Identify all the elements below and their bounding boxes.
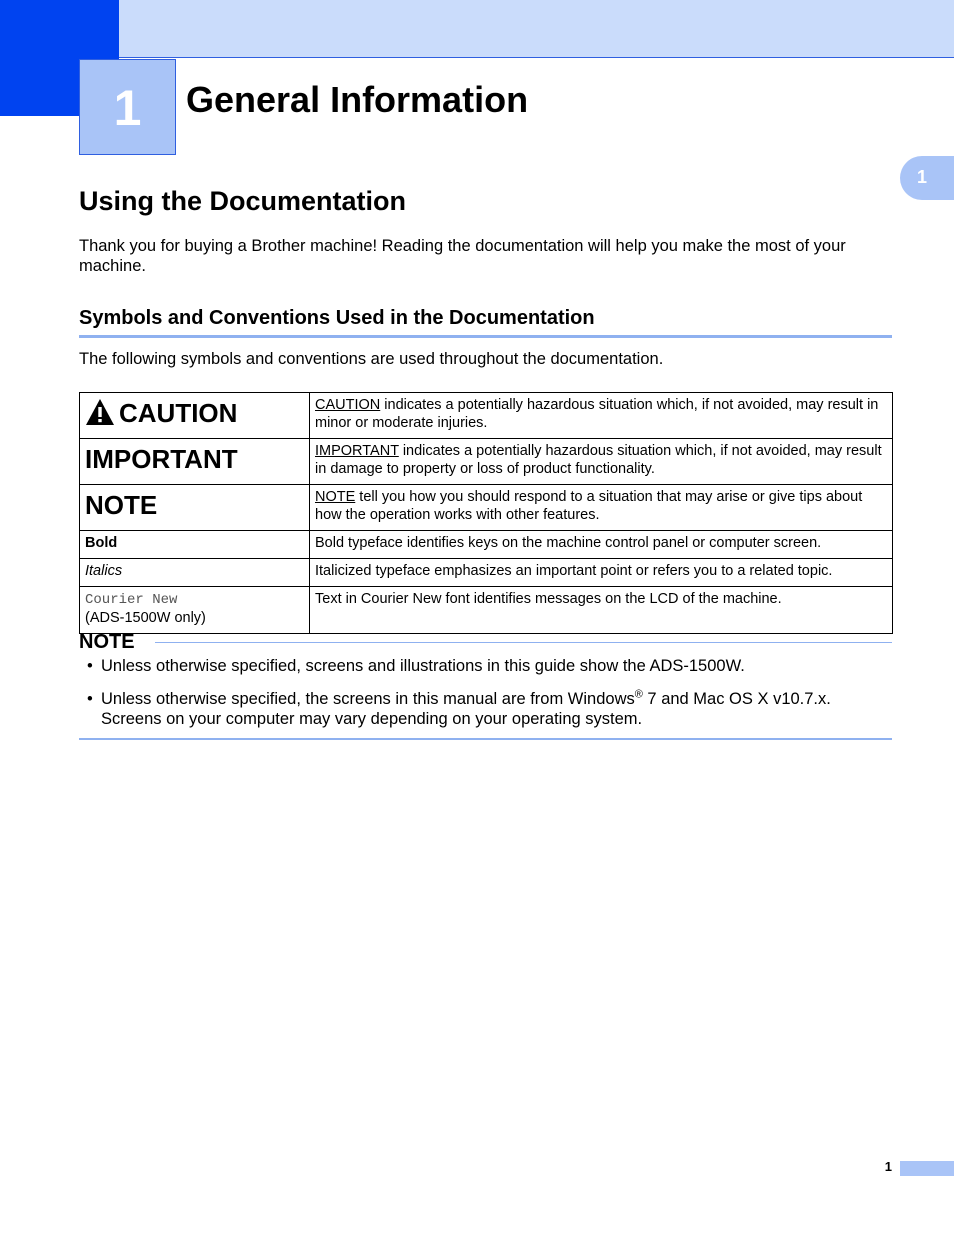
- italics-term: Italics: [85, 563, 123, 579]
- page-tab: [900, 1161, 954, 1176]
- chapter-number-box: 1: [79, 59, 176, 155]
- table-row-note: [80, 485, 893, 531]
- note-rule: [155, 642, 892, 643]
- table-row-bold: [80, 531, 893, 559]
- note-end-rule: [79, 738, 892, 740]
- important-keyword: IMPORTANT: [315, 443, 399, 459]
- intro-paragraph: Thank you for buying a Brother machine! Reading the documentation will help you make the most of your machine.: [79, 237, 846, 275]
- conventions-table: [79, 392, 893, 634]
- courier-description: Text in Courier New font identifies messages on the LCD of the machine.: [310, 587, 893, 634]
- term-cell: [80, 485, 310, 531]
- chapter-title: General Information: [186, 79, 529, 120]
- bold-term: Bold: [85, 535, 118, 551]
- registered-mark: ®: [634, 688, 643, 701]
- lead-paragraph: The following symbols and conventions are used throughout the documentation.: [79, 350, 664, 368]
- important-description: indicates a potentially hazardous situation which, if not avoided, may result in damage to property or loss of product functionality.: [315, 443, 882, 477]
- courier-term: Courier New: [85, 592, 178, 608]
- table-row-caution: [80, 393, 893, 439]
- table-row-italics: [80, 559, 893, 587]
- subsection-heading: Symbols and Conventions Used in the Documentation: [79, 305, 892, 338]
- note-description: tell you how you should respond to a situation that may arise or give tips about how the operation works with other features.: [315, 489, 863, 523]
- term-cell: [80, 587, 310, 634]
- important-term: IMPORTANT: [85, 444, 238, 474]
- bold-description: Bold typeface identifies keys on the machine control panel or computer screen.: [310, 531, 893, 559]
- term-cell: [80, 531, 310, 559]
- note-item-2a: Unless otherwise specified, the screens in this manual are from Windows: [101, 690, 635, 708]
- note-keyword: NOTE: [315, 489, 356, 505]
- note-item-1: Unless otherwise specified, screens and illustrations in this guide show the ADS-1500W.: [101, 657, 745, 675]
- header-band: [0, 0, 954, 58]
- desc-cell: [310, 393, 893, 439]
- section-heading: Using the Documentation: [79, 186, 407, 216]
- term-cell: [80, 439, 310, 485]
- caution-term: CAUTION: [119, 398, 238, 428]
- page-number: 1: [884, 1159, 892, 1174]
- note-title: NOTE: [79, 631, 135, 653]
- italics-description: Italicized typeface emphasizes an important point or refers you to a related topic.: [310, 559, 893, 587]
- desc-cell: [310, 439, 893, 485]
- caution-label: [85, 398, 237, 428]
- note-item-2b: 7 and Mac OS X v10.7.x. Screens on your computer may vary depending on your operating system.: [101, 690, 831, 728]
- caution-description: indicates a potentially hazardous situation which, if not avoided, may result in minor or moderate injuries.: [315, 397, 879, 431]
- table-row-courier: [80, 587, 893, 634]
- table-row-important: [80, 439, 893, 485]
- term-cell: [80, 393, 310, 439]
- bullet-icon: •: [87, 657, 93, 675]
- courier-term-note: (ADS-1500W only): [85, 610, 206, 626]
- bullet-icon: •: [87, 690, 93, 708]
- note-list: [79, 656, 892, 742]
- term-cell: [80, 559, 310, 587]
- warning-triangle-icon: [85, 398, 115, 426]
- list-item: [79, 689, 892, 729]
- list-item: [79, 656, 892, 676]
- chapter-side-tab[interactable]: 1: [900, 156, 954, 200]
- note-header: [79, 630, 892, 654]
- note-term: NOTE: [85, 490, 158, 520]
- desc-cell: [310, 485, 893, 531]
- caution-keyword: CAUTION: [315, 397, 381, 413]
